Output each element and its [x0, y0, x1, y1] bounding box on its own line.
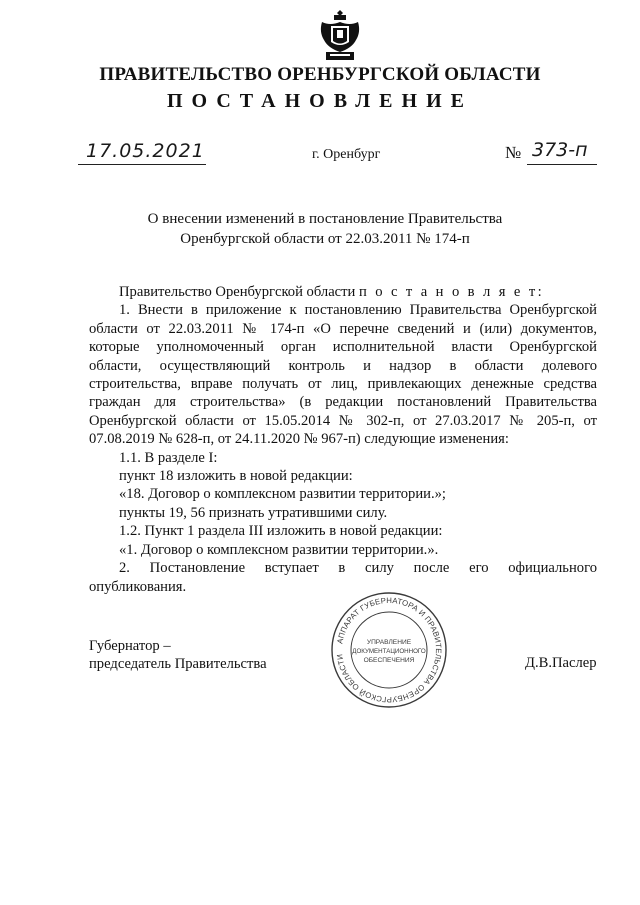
p1-line-3: которые уполномоченный орган исполнительной власти Оренбургской — [89, 339, 597, 356]
p1-line-2: области от 22.03.2011 № 174-п «О перечне сведений и (или) документов, — [89, 320, 597, 337]
intro-paragraph — [89, 283, 597, 301]
title-line-1: О внесении изменений в постановление Правительства — [147, 211, 503, 227]
signatory-position-line-1: Губернатор – — [89, 638, 171, 654]
p1-line-6: граждан для строительства» (в редакции постановлений Правительства — [89, 394, 597, 411]
p11-item-b: «18. Договор о комплексном развитии территории.»; — [119, 486, 446, 503]
p1-line-1: 1. Внести в приложение к постановлению Правительства Оренбургской — [119, 302, 597, 319]
p1-line-5: строительства, вправе получать от лиц, привлекающих денежные средства — [89, 376, 597, 393]
signatory-position-line-2: председатель Правительства — [89, 656, 267, 673]
signatory-name: Д.В.Паслер — [525, 655, 597, 671]
document-type: ПОСТАНОВЛЕНИЕ — [167, 90, 473, 112]
p2-line-2: опубликования. — [89, 578, 187, 595]
stamp-center-line-3: ОБЕСПЕЧЕНИЯ — [363, 657, 415, 664]
p11-item-a: пункт 18 изложить в новой редакции: — [119, 468, 353, 485]
stamp-center-line-1: УПРАВЛЕНИЕ — [366, 639, 412, 646]
official-stamp — [329, 590, 449, 710]
document-title — [120, 209, 530, 249]
p1-line-8: 07.08.2019 № 628-п, от 24.11.2020 № 967-п) следующие изменения: — [89, 431, 509, 448]
title-line-2: Оренбургской области от 22.03.2011 № 174-п — [180, 231, 470, 247]
intro-subject: Правительство Оренбургской области — [119, 284, 356, 300]
p1-line-4: области, осуществляющий контроль и надзор в области долевого — [89, 357, 597, 374]
document-city: г. Оренбург — [312, 147, 381, 162]
stamp-center-line-2: ДОКУМЕНТАЦИОННОГО — [352, 648, 426, 655]
p1-line-7: Оренбургской области от 15.05.2014 № 302-п, от 27.03.2017 № 205-п, от — [89, 412, 597, 429]
p11-item-c: пункты 19, 56 признать утратившими силу. — [119, 504, 388, 521]
p2-line-1: 2. Постановление вступает в силу после его официального — [119, 560, 597, 577]
coat-of-arms-emblem — [318, 8, 362, 64]
document-number: 373-п — [532, 139, 588, 161]
date-underline — [78, 164, 206, 165]
p11-heading: 1.1. В разделе I: — [119, 449, 218, 466]
document-body — [89, 283, 597, 596]
number-label: № — [505, 143, 522, 162]
document-date: 17.05.2021 — [86, 140, 205, 162]
p12-heading: 1.2. Пункт 1 раздела III изложить в новой редакции: — [119, 523, 443, 540]
stamp-ring-text: АППАРАТ ГУБЕРНАТОРА И ПРАВИТЕЛЬСТВА ОРЕНБУРГСКОЙ ОБЛАСТИ — [335, 595, 444, 705]
p12-item-a: «1. Договор о комплексном развитии территории.». — [119, 541, 439, 558]
number-underline — [527, 164, 597, 165]
intro-verb: п о с т а н о в л я е т: — [359, 284, 545, 300]
signatory-position — [89, 637, 267, 674]
government-name: ПРАВИТЕЛЬСТВО ОРЕНБУРГСКОЙ ОБЛАСТИ — [99, 64, 541, 85]
